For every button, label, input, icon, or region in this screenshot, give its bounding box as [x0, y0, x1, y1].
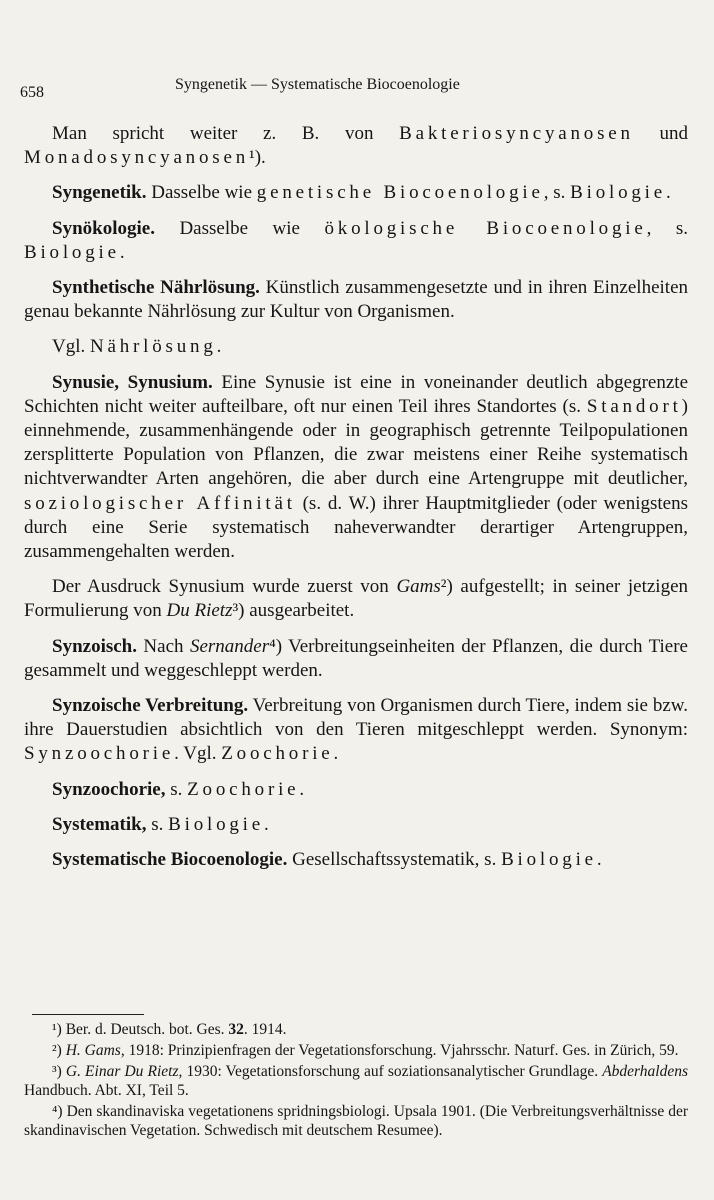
entry-syngenetik: Syngenetik. Dasselbe wie genetische Biocoenologie, s. Biologie.	[52, 182, 671, 204]
spaced-term: Standort	[586, 395, 682, 417]
entry-lemma: Systematische Biocoenologie.	[52, 849, 288, 871]
footnote-mark: ²)	[52, 1042, 62, 1059]
entry-lemma: Syngenetik.	[52, 182, 147, 204]
author-name: H. Gams	[61, 1042, 121, 1059]
author-name: Du Rietz	[166, 600, 233, 622]
spaced-term: Biologie	[501, 849, 597, 871]
footnote-2: ²) H. Gams, 1918: Prinzipienfragen der Vegetationsforschung. Vjahrsschr. Naturf. Ges. in Zürich, 59.	[52, 1042, 679, 1059]
entry-lemma: Synzoisch.	[52, 635, 137, 657]
entry-systematik: Systematik, s. Biologie.	[52, 813, 269, 835]
author-name: Gams	[396, 576, 441, 598]
spaced-term: Zoochorie	[187, 778, 300, 800]
spaced-term: Biologie	[570, 182, 666, 204]
footnote-divider	[32, 1014, 144, 1015]
entry-synzoochorie: Synzoochorie, s. Zoochorie.	[52, 778, 305, 800]
entry-systematische-biocoenologie: Systematische Biocoenologie. Gesellschaftssystematik, s. Biologie.	[52, 849, 602, 871]
entry-lemma: Systematik,	[52, 813, 147, 835]
paragraph-continuation: Man spricht weiter z. B. von Bakteriosyncyanosen und Monadosyncyanosen¹).	[24, 123, 688, 169]
author-name: Sernander	[189, 635, 270, 657]
entry-synusie-history: Der Ausdruck Synusium wurde zuerst von Gams²) aufgestellt; in seiner jetzigen Formulierung von Du Rietz³) ausgearbeitet.	[24, 576, 688, 622]
spaced-term: Biologie	[168, 813, 264, 835]
spaced-term: Monadosyncyanosen	[24, 147, 250, 169]
footnote-4: ⁴) Den skandinaviska vegetationens spridningsbiologi. Upsala 1901. (Die Verbreitungsverhältnisse der skandinavischen Vegetation. Schwedisch mit deutschem Resumee).	[24, 1103, 688, 1139]
spaced-term: soziologischer Affinität	[24, 492, 296, 514]
page-number: 658	[20, 84, 44, 101]
entry-synzoische-verbreitung: Synzoische Verbreitung. Verbreitung von Organismen durch Tiere, indem sie bzw. ihre Dauerstudien absichtlich von den Tieren mitgeschleppt werden. Synonym: Synzoochorie. Vgl. Zoochorie.	[24, 695, 688, 765]
spaced-term: Biologie	[24, 241, 120, 263]
cross-reference: Vgl. Nährlösung.	[52, 336, 222, 358]
spaced-term: Bakteriosyncyanosen	[399, 123, 634, 144]
entry-lemma: Synzoische Verbreitung.	[52, 695, 249, 717]
footnote-1: ¹) Ber. d. Deutsch. bot. Ges. 32. 1914.	[52, 1021, 287, 1038]
entry-lemma: Synzoochorie,	[52, 778, 166, 800]
page-header	[20, 76, 686, 100]
spaced-term: Zoochorie	[221, 743, 334, 765]
volume-number: 32	[228, 1021, 244, 1038]
entry-synzoisch: Synzoisch. Nach Sernander⁴) Verbreitungseinheiten der Pflanzen, die durch Tiere gesammelt und weggeschleppt werden.	[24, 635, 688, 681]
spaced-term: Synzoochorie	[24, 743, 175, 765]
footnote-mark: ¹)	[52, 1021, 62, 1038]
footnote-mark: ⁴)	[52, 1103, 63, 1120]
entry-lemma: Synusie, Synusium.	[52, 371, 213, 393]
spaced-term: Nährlösung	[90, 336, 217, 358]
footnote-3: ³) G. Einar Du Rietz, 1930: Vegetationsforschung auf soziationsanalytischer Grundlage. Abderhaldens Handbuch. Abt. XI, Teil 5.	[24, 1063, 689, 1099]
spaced-term: ökologische Biocoenologie	[324, 217, 647, 239]
entry-lemma: Synthetische Nährlösung.	[52, 277, 260, 299]
author-name: Abderhaldens	[602, 1063, 689, 1080]
entry-synthetische-naehrloesung: Synthetische Nährlösung. Künstlich zusammengesetzte und in ihren Einzelheiten genau bekannte Nährlösung zur Kultur von Organismen.	[24, 277, 688, 323]
entry-synusie: Synusie, Synusium. Eine Synusie ist eine in voneinander deutlich abgegrenzte Schichten nicht weiter aufteilbare, oft nur einen Teil ihres Standortes (s. Standort) einnehmende, zusammenhängende oder in geographisch getrennte Teilpopulationen zersplitterte Population von Pflanzen, die zwar meistens einer Reihe systematisch nichtverwandter Arten angehören, die aber durch eine Artengruppe mit deutlicher, soziologischer Affinität (s. d. W.) ihrer Hauptmitglieder (oder wenigstens durch eine Serie systematisch naheverwandter derartiger Artengruppen, zusammengehalten werden.	[24, 371, 689, 563]
running-head: Syngenetik — Systematische Biocoenologie	[175, 76, 460, 93]
footnote-mark: ³)	[52, 1063, 62, 1080]
entry-synoekologie: Synökologie. Dasselbe wie ökologische Biocoenologie, s. Biologie.	[24, 217, 688, 263]
entry-lemma: Synökologie.	[52, 217, 155, 239]
main-text	[24, 122, 688, 883]
footnotes	[24, 1020, 688, 1142]
author-name: G. Einar Du Rietz	[61, 1063, 179, 1080]
spaced-term: genetische Biocoenologie	[256, 182, 544, 204]
